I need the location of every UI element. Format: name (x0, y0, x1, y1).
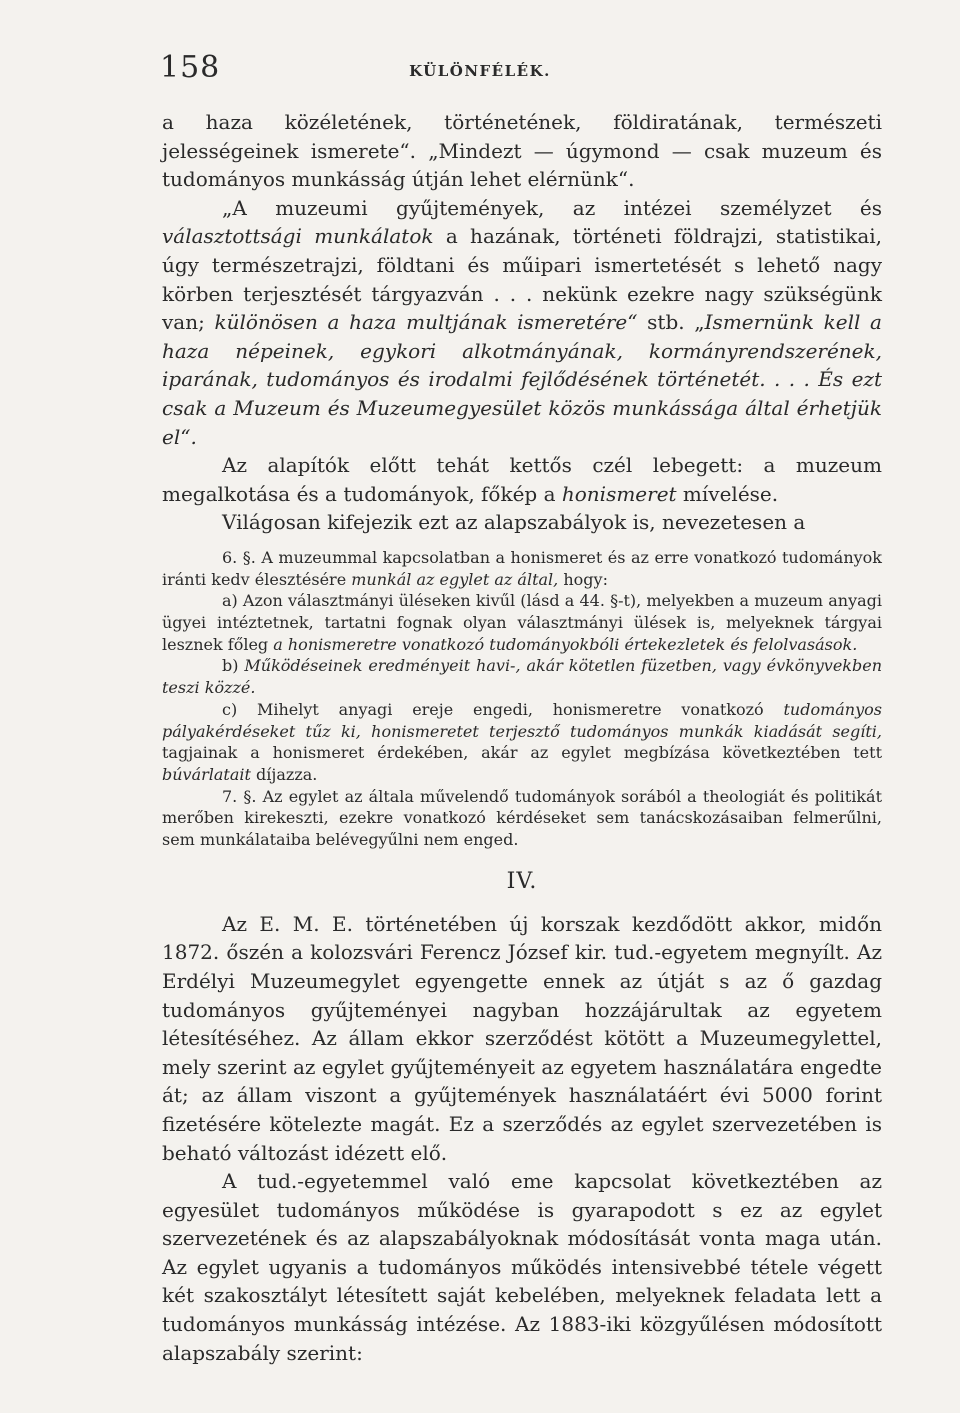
statute-6-c: c) Mihelyt anyagi ereje engedi, honismeretre vonatkozó tudományos pályakérdéseket tűz ki, honismeretet terjesztő tudományos munkák kiadását segíti, tagjainak a honismeret érdekében, akár az egylet megbízása következtében tett búvárlatait díjazza. (162, 699, 882, 784)
page-body (162, 108, 882, 1367)
paragraph-5: Az E. M. E. történetében új korszak kezdődött akkor, midőn 1872. őszén a kolozsvári Ferencz József kir. tud.-egyetem megnyílt. Az Erdélyi Muzeumegylet egyengette ennek az útját s az ő gazdag tudományos gyűjteményei nagyban hozzájárultak az egyetem létesítéséhez. Az állam ekkor szerződést kötött a Muzeumegylettel, mely szerint az egylet gyűjteményeit az egyetem használatára engedte át; az állam viszont a gyűjtemények használatáért évi 5000 forint fizetésére kötelezte magát. Ez a szerződés az egylet szervezetében is beható változást idézett elő. (162, 911, 882, 1165)
statute-7: 7. §. Az egylet az általa művelendő tudományok sorából a theologiát és politikát merőben kirekeszti, ezekre vonatkozó kérdéseket sem tanácskozásaiban felmerűlni, sem munkálataiba belévegyűlni nem enged. (162, 786, 882, 850)
paragraph-3: Az alapítók előtt tehát kettős czél lebegett: a muzeum megalkotása és a tudományok, főkép a honismeret mívelése. (162, 453, 882, 506)
statute-6-b: b) Működéseinek eredményeit havi-, akár kötetlen füzetben, vagy évkönyvekben teszi közzé. (162, 656, 882, 698)
statute-6: 6. §. A muzeummal kapcsolatban a honismeret és az erre vonatkozó tudományok iránti kedv élesztésére munkál az egylet az által, hogy: (162, 547, 882, 589)
statute-6-a: a) Azon választmányi üléseken kivűl (lásd a 44. §-t), melyekben a muzeum anyagi ügyei intéztetnek, tartatni fognak olyan választmányi ülések is, melyeknek tárgyai lesznek főleg a honismeretre vonatkozó tudományokbóli értekezletek és felolvasások. (162, 591, 882, 654)
section-heading: IV. (506, 868, 538, 894)
running-title: KÜLÖNFÉLÉK. (409, 62, 551, 80)
page-number: 158 (160, 50, 221, 85)
paragraph-1: a haza közéletének, történetének, földiratának, természeti jelességeinek ismerete“. „Mindezt — úgymond — csak muzeum és tudományos munkásság útján lehet elérnünk“. (162, 110, 882, 192)
paragraph-4: Világosan kifejezik ezt az alapszabályok is, nevezetesen a (222, 510, 806, 535)
paragraph-2: „A muzeumi gyűjtemények, az intézei személyzet és választottsági munkálatok a hazának, történeti földrajzi, statistikai, úgy természetrajzi, földtani és műipari ismertetését s lehető nagy körben terjesztését tárgyazván . . . nekünk ezekre nagy szükségünk van; különösen a haza multjának ismeretére“ stb. „Ismernünk kell a haza népeinek, egykori alkotmányának, kormányrendszerének, iparának, tudományos és irodalmi fejlődésének történetét. . . . És ezt csak a Muzeum és Muzeumegyesület közös munkássága által érhetjük el“. (162, 195, 882, 449)
paragraph-6: A tud.-egyetemmel való eme kapcsolat következtében az egyesület tudományos működése is gyarapodott s ez az egylet szervezetének és az alapszabályoknak módosítását vonta maga után. Az egylet ugyanis a tudományos működés intensivebbé tétele végett két szakosztályt létesített saját kebelében, melyeknek feladata lett a tudományos munkásság intézése. Az 1883-iki közgyűlésen módosított alapszabály szerint: (162, 1169, 882, 1365)
